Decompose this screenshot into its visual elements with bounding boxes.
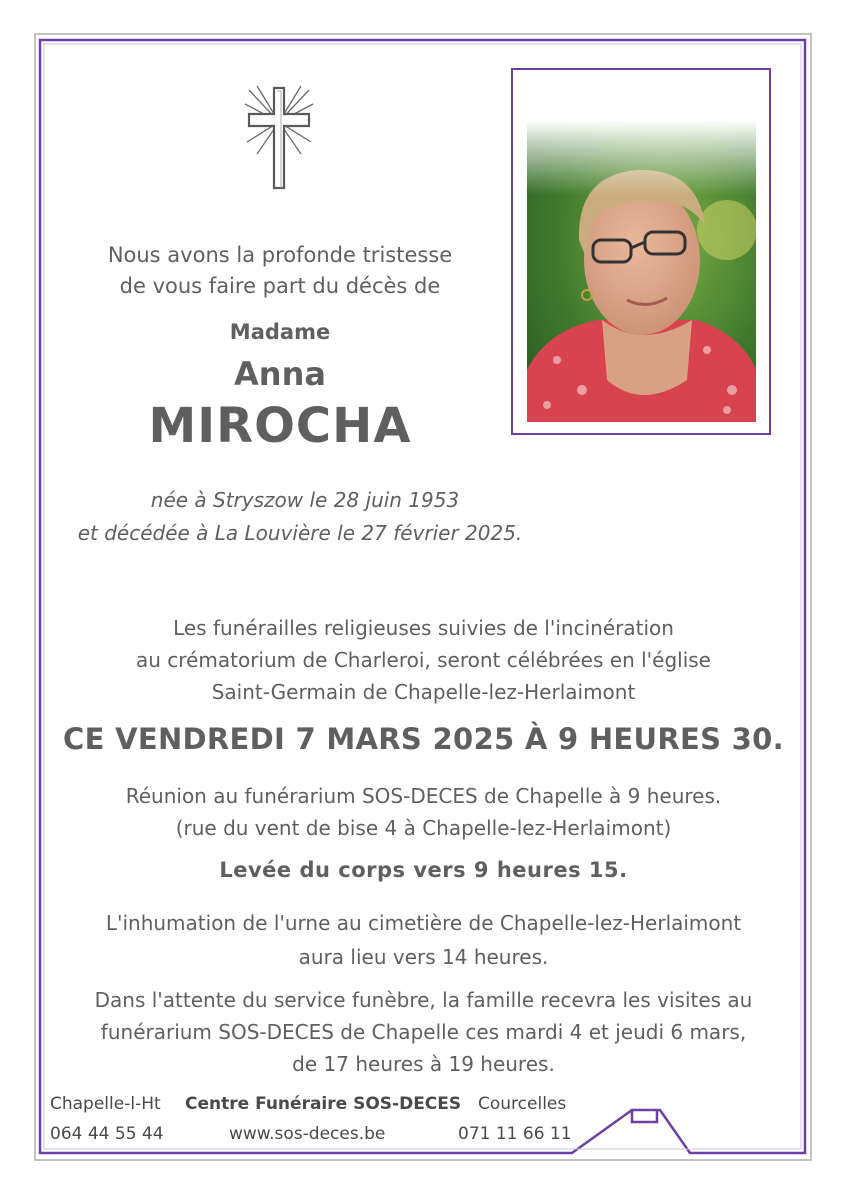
visits-line: funérarium SOS-DECES de Chapelle ces mardi 4 et jeudi 6 mars, xyxy=(100,1020,747,1044)
deceased-title: Madame xyxy=(229,320,331,344)
radiant-cross-icon xyxy=(243,84,315,192)
portrait-frame xyxy=(511,68,771,435)
ceremony-line: Saint-Germain de Chapelle-lez-Herlaimont xyxy=(211,680,636,704)
portrait-photo xyxy=(527,120,756,422)
footer-left-phone: 064 44 55 44 xyxy=(50,1124,164,1144)
deceased-last-name: MIROCHA xyxy=(148,398,412,454)
visits-line: de 17 heures à 19 heures. xyxy=(292,1052,555,1076)
footer-right-city: Courcelles xyxy=(478,1094,567,1114)
intro-line: Nous avons la profonde tristesse xyxy=(107,243,453,267)
visits-line: Dans l'attente du service funèbre, la famille recevra les visites au xyxy=(94,988,753,1012)
inhumation-line: aura lieu vers 14 heures. xyxy=(298,945,549,969)
meeting-line: Réunion au funérarium SOS-DECES de Chapelle à 9 heures. xyxy=(125,784,722,808)
inhumation-info xyxy=(0,906,847,974)
life-dates xyxy=(40,484,560,550)
inhumation-line: L'inhumation de l'urne au cimetière de Chapelle-lez-Herlaimont xyxy=(105,911,742,935)
deceased-first-name: Anna xyxy=(234,355,326,393)
footer-company-name: Centre Funéraire SOS-DECES xyxy=(185,1094,462,1114)
ceremony-description xyxy=(0,612,847,708)
levee-time: Levée du corps vers 9 heures 15. xyxy=(219,858,628,882)
meeting-info xyxy=(0,780,847,844)
visits-info xyxy=(0,984,847,1080)
ceremony-line: au crématorium de Charleroi, seront célébrées en l'église xyxy=(136,648,711,672)
ceremony-line: Les funérailles religieuses suivies de l'incinération xyxy=(173,616,674,640)
footer-left-city: Chapelle-l-Ht xyxy=(50,1094,161,1114)
death-line: et décédée à La Louvière le 27 février 2025. xyxy=(77,521,523,545)
intro-text xyxy=(60,240,500,302)
footer-right-phone: 071 11 66 11 xyxy=(458,1124,572,1144)
footer-website-link[interactable]: www.sos-deces.be xyxy=(229,1124,386,1144)
ceremony-datetime: CE VENDREDI 7 MARS 2025 À 9 HEURES 30. xyxy=(63,722,784,756)
birth-line: née à Stryszow le 28 juin 1953 xyxy=(150,488,460,512)
intro-line: de vous faire part du décès de xyxy=(119,274,441,298)
meeting-address: (rue du vent de bise 4 à Chapelle-lez-Herlaimont) xyxy=(175,816,672,840)
